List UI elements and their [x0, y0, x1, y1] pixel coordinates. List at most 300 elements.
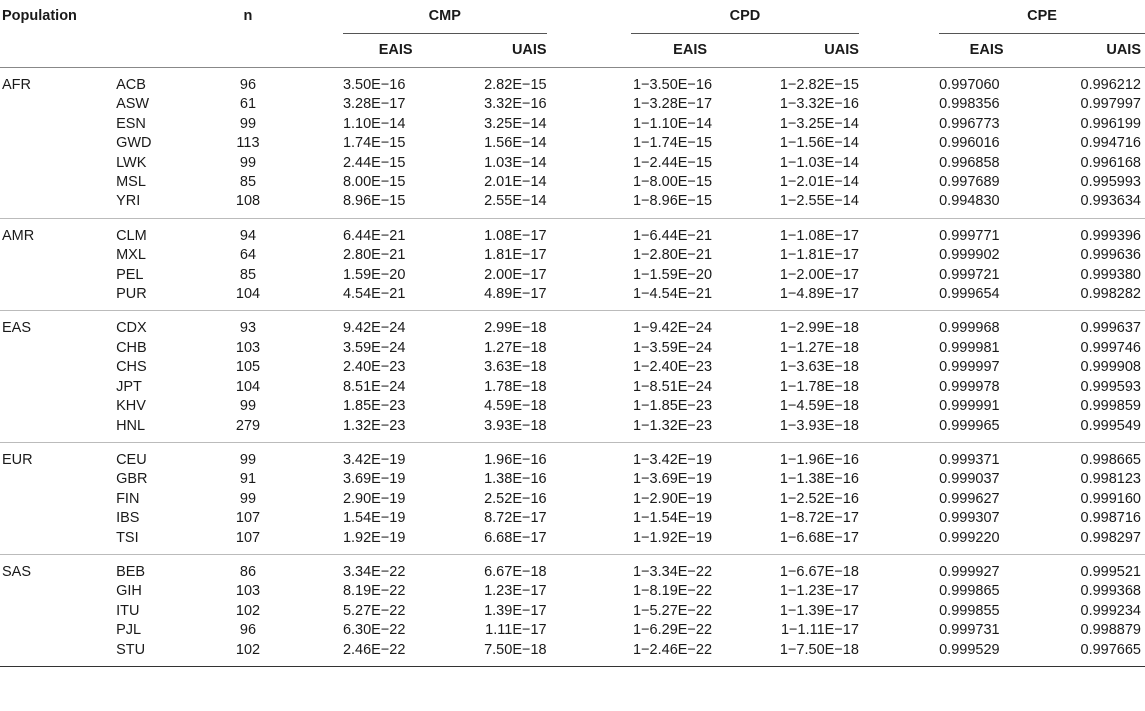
spacer-cell — [285, 417, 343, 443]
spacer-cell — [547, 442, 631, 470]
spacer-cell — [859, 529, 939, 555]
empty-cell — [0, 378, 116, 397]
cpe-uais-value: 0.998123 — [1080, 471, 1141, 488]
cpe-uais-value: 0.999396 — [1080, 227, 1141, 244]
cpd-uais-value: 1−2.52E−16 — [779, 490, 859, 507]
cpd-uais-value: 1−1.27E−18 — [779, 339, 859, 356]
spacer-cell — [547, 192, 631, 218]
population-code: ITU — [116, 602, 140, 619]
cpd-eais-value: 1−1.32E−23 — [633, 417, 713, 434]
spacer-cell — [859, 378, 939, 397]
spacer-cell — [547, 554, 631, 582]
cpd-uais-value: 1−4.89E−17 — [779, 286, 859, 303]
cmp-uais-value: 1.81E−17 — [484, 247, 547, 264]
spacer-cell — [547, 173, 631, 192]
sample-size: 113 — [236, 135, 260, 152]
cpe-uais-value: 0.997997 — [1080, 96, 1141, 113]
header-cpd-uais: UAIS — [749, 34, 859, 68]
population-code: ASW — [116, 96, 150, 113]
cpe-eais-value: 0.999991 — [939, 398, 1000, 415]
empty-cell — [0, 115, 116, 134]
spacer-cell — [859, 621, 939, 640]
sample-size: 61 — [239, 96, 257, 113]
cpe-uais-value: 0.999368 — [1080, 583, 1141, 600]
cpd-uais-value: 1−2.55E−14 — [779, 193, 859, 210]
population-code: TSI — [116, 529, 139, 546]
cmp-uais-value: 6.67E−18 — [484, 563, 547, 580]
group-amr — [0, 218, 1145, 311]
empty-cell — [0, 621, 116, 640]
sample-size: 104 — [235, 378, 261, 395]
table-row — [0, 339, 1145, 358]
spacer-cell — [285, 339, 343, 358]
population-code: GBR — [116, 471, 148, 488]
table-row — [0, 192, 1145, 218]
population-code: BEB — [116, 563, 146, 580]
spacer-cell — [547, 218, 631, 246]
cmp-uais-value: 2.82E−15 — [484, 77, 547, 93]
cmp-eais-value: 3.34E−22 — [342, 563, 406, 580]
spacer-cell — [859, 470, 939, 489]
cmp-eais-value: 1.92E−19 — [342, 529, 406, 546]
cpe-eais-value: 0.998356 — [939, 96, 1000, 113]
empty-cell — [0, 266, 116, 285]
cmp-uais-value: 1.08E−17 — [484, 227, 547, 244]
table-row — [0, 95, 1145, 114]
cmp-eais-value: 3.28E−17 — [342, 96, 406, 113]
cpd-eais-value: 1−5.27E−22 — [633, 602, 713, 619]
cpe-eais-value: 0.999654 — [939, 286, 1000, 303]
cpd-eais-value: 1−2.80E−21 — [633, 247, 713, 264]
cmp-eais-value: 3.42E−19 — [342, 451, 406, 468]
table-row — [0, 442, 1145, 470]
cpd-eais-value: 1−9.42E−24 — [633, 320, 713, 337]
spacer-cell — [859, 95, 939, 114]
spacer-cell — [859, 266, 939, 285]
cpe-eais-value: 0.994830 — [939, 193, 1000, 210]
empty-cell — [0, 173, 116, 192]
cmp-uais-value: 3.25E−14 — [484, 115, 547, 132]
spacer-cell — [859, 554, 939, 582]
spacer-cell — [859, 358, 939, 377]
cpe-uais-value: 0.999908 — [1080, 359, 1141, 376]
table-row — [0, 490, 1145, 509]
cpe-eais-value: 0.997060 — [939, 77, 1000, 93]
population-code: CEU — [116, 451, 147, 468]
table-header — [0, 0, 1145, 68]
cpe-uais-value: 0.999637 — [1080, 320, 1141, 337]
spacer-cell — [859, 442, 939, 470]
sample-size: 91 — [239, 471, 257, 488]
sample-size: 103 — [235, 583, 261, 600]
table-row — [0, 266, 1145, 285]
cmp-uais-value: 2.00E−17 — [484, 266, 547, 283]
sample-size: 85 — [239, 174, 257, 191]
cpe-eais-value: 0.999978 — [939, 378, 1000, 395]
spacer-cell — [547, 470, 631, 489]
cpd-uais-value: 1−6.68E−17 — [779, 529, 859, 546]
spacer-cell — [285, 621, 343, 640]
cpd-uais-value: 1−1.78E−18 — [779, 378, 859, 395]
cpe-uais-value: 0.999160 — [1080, 490, 1141, 507]
cpd-uais-value: 1−3.32E−16 — [779, 96, 859, 113]
spacer-cell — [859, 602, 939, 621]
spacer-cell — [285, 582, 343, 601]
cpe-uais-value: 0.995993 — [1080, 174, 1141, 191]
spacer-cell — [859, 218, 939, 246]
population-code: GIH — [116, 583, 142, 600]
empty-cell — [0, 582, 116, 601]
cpe-eais-value: 0.999371 — [939, 451, 1000, 468]
cpe-eais-value: 0.999731 — [939, 622, 1000, 639]
header-cpe: CPE — [1027, 7, 1057, 24]
table-row — [0, 246, 1145, 265]
cpd-uais-value: 1−1.38E−16 — [779, 471, 859, 488]
cpd-uais-value: 1−1.03E−14 — [779, 154, 859, 171]
cpd-uais-value: 1−1.11E−17 — [780, 622, 859, 639]
spacer-cell — [859, 134, 939, 153]
cpe-eais-value: 0.999855 — [939, 602, 1000, 619]
table-row — [0, 218, 1145, 246]
cmp-eais-value: 1.59E−20 — [342, 266, 406, 283]
cmp-uais-value: 4.59E−18 — [484, 398, 547, 415]
cpd-uais-value: 1−3.63E−18 — [779, 359, 859, 376]
cpe-eais-value: 0.999865 — [939, 583, 1000, 600]
empty-cell — [0, 192, 116, 218]
population-code: MSL — [116, 174, 146, 191]
table-row — [0, 602, 1145, 621]
cpe-eais-value: 0.999927 — [939, 563, 1000, 580]
cpd-eais-value: 1−2.44E−15 — [633, 154, 713, 171]
sample-size: 103 — [235, 339, 261, 356]
cmp-eais-value: 2.46E−22 — [342, 641, 406, 658]
spacer-cell — [285, 173, 343, 192]
cmp-eais-value: 1.10E−14 — [342, 115, 406, 132]
cpe-uais-value: 0.993634 — [1080, 193, 1141, 210]
group-sas — [0, 554, 1145, 666]
cpe-uais-value: 0.998297 — [1080, 529, 1141, 546]
cmp-eais-value: 2.90E−19 — [342, 490, 406, 507]
spacer-cell — [285, 95, 343, 114]
spacer-cell — [285, 68, 343, 96]
cmp-eais-value: 4.54E−21 — [342, 286, 406, 303]
cmp-eais-value: 1.32E−23 — [342, 417, 406, 434]
empty-cell — [0, 339, 116, 358]
cpe-uais-value: 0.997665 — [1080, 641, 1141, 658]
group-eas — [0, 311, 1145, 442]
population-code: YRI — [116, 193, 141, 210]
spacer-cell — [859, 641, 939, 667]
sample-size: 107 — [235, 510, 261, 527]
cpd-eais-value: 1−2.46E−22 — [633, 641, 713, 658]
cpd-eais-value: 1−1.59E−20 — [633, 266, 713, 283]
sample-size: 99 — [239, 490, 257, 507]
cpe-uais-value: 0.999521 — [1080, 563, 1141, 580]
cmp-eais-value: 8.00E−15 — [342, 174, 406, 191]
spacer-cell — [285, 554, 343, 582]
cmp-uais-value: 2.01E−14 — [484, 174, 547, 191]
population-code: ACB — [116, 77, 146, 93]
cpe-eais-value: 0.999529 — [939, 641, 1000, 658]
cpd-uais-value: 1−6.67E−18 — [779, 563, 859, 580]
cpe-uais-value: 0.999859 — [1080, 398, 1141, 415]
empty-cell — [0, 397, 116, 416]
empty-cell — [0, 470, 116, 489]
spacer-cell — [285, 490, 343, 509]
cmp-eais-value: 6.44E−21 — [342, 227, 406, 244]
cmp-uais-value: 8.72E−17 — [484, 510, 547, 527]
cpe-eais-value: 0.999965 — [939, 417, 1000, 434]
spacer-cell — [547, 582, 631, 601]
cpd-uais-value: 1−2.00E−17 — [779, 266, 859, 283]
cmp-uais-value: 1.27E−18 — [484, 339, 547, 356]
cpe-eais-value: 0.999721 — [939, 266, 1000, 283]
cmp-eais-value: 1.54E−19 — [342, 510, 406, 527]
spacer-cell — [285, 134, 343, 153]
population-code: CLM — [116, 227, 147, 244]
empty-cell — [0, 602, 116, 621]
sample-size: 99 — [239, 115, 257, 132]
cmp-eais-value: 3.69E−19 — [342, 471, 406, 488]
spacer-cell — [285, 285, 343, 311]
superpopulation-label: SAS — [2, 563, 32, 580]
header-cmp: CMP — [428, 7, 461, 24]
spacer-cell — [859, 115, 939, 134]
spacer-cell — [547, 358, 631, 377]
cpe-uais-value: 0.999593 — [1080, 378, 1141, 395]
cpe-eais-value: 0.999968 — [939, 320, 1000, 337]
cmp-eais-value: 1.74E−15 — [342, 135, 406, 152]
sample-size: 279 — [235, 417, 261, 434]
cpe-uais-value: 0.994716 — [1080, 135, 1141, 152]
cmp-eais-value: 9.42E−24 — [342, 320, 406, 337]
spacer-cell — [285, 115, 343, 134]
population-code: KHV — [116, 398, 146, 415]
cmp-eais-value: 8.51E−24 — [342, 378, 406, 395]
cpe-eais-value: 0.997689 — [939, 174, 1000, 191]
population-code: PEL — [116, 266, 144, 283]
cpd-eais-value: 1−1.92E−19 — [633, 529, 713, 546]
cpd-eais-value: 1−1.54E−19 — [633, 510, 713, 527]
cpe-uais-value: 0.996168 — [1080, 154, 1141, 171]
superpopulation-label: EUR — [2, 451, 33, 468]
cmp-eais-value: 8.19E−22 — [342, 583, 406, 600]
cmp-eais-value: 3.59E−24 — [342, 339, 406, 356]
spacer-cell — [547, 397, 631, 416]
spacer-cell — [285, 246, 343, 265]
spacer-cell — [285, 397, 343, 416]
spacer-cell — [859, 490, 939, 509]
table-row — [0, 509, 1145, 528]
spacer-cell — [285, 602, 343, 621]
sample-size: 93 — [239, 320, 257, 337]
spacer-cell — [285, 378, 343, 397]
cpd-eais-value: 1−3.34E−22 — [633, 563, 713, 580]
empty-cell — [0, 285, 116, 311]
table-row — [0, 397, 1145, 416]
cpd-eais-value: 1−2.40E−23 — [633, 359, 713, 376]
header-cmp-uais: UAIS — [448, 34, 546, 68]
cpe-uais-value: 0.998716 — [1080, 510, 1141, 527]
cpe-eais-value: 0.999307 — [939, 510, 1000, 527]
cpd-uais-value: 1−1.96E−16 — [779, 451, 859, 468]
population-code: MXL — [116, 247, 146, 264]
sample-size: 86 — [239, 563, 257, 580]
spacer-cell — [285, 266, 343, 285]
cmp-uais-value: 1.78E−18 — [484, 378, 547, 395]
population-code: ESN — [116, 115, 146, 132]
cpd-eais-value: 1−3.42E−19 — [633, 451, 713, 468]
cpd-eais-value: 1−6.29E−22 — [633, 622, 713, 639]
empty-cell — [0, 154, 116, 173]
table-row — [0, 470, 1145, 489]
spacer-cell — [547, 68, 631, 96]
spacer-cell — [859, 246, 939, 265]
spacer-cell — [547, 246, 631, 265]
spacer-cell — [547, 641, 631, 667]
empty-cell — [0, 134, 116, 153]
spacer-cell — [285, 154, 343, 173]
cmp-uais-value: 1.38E−16 — [484, 471, 547, 488]
cmp-uais-value: 1.56E−14 — [484, 135, 547, 152]
table-row — [0, 173, 1145, 192]
spacer-cell — [547, 602, 631, 621]
header-n: n — [243, 8, 253, 25]
spacer-cell — [859, 509, 939, 528]
spacer-cell — [859, 339, 939, 358]
spacer-cell — [859, 173, 939, 192]
cpe-eais-value: 0.996016 — [939, 135, 1000, 152]
table-row — [0, 285, 1145, 311]
spacer-cell — [547, 529, 631, 555]
spacer-cell — [547, 115, 631, 134]
sample-size: 99 — [239, 451, 257, 468]
spacer-cell — [859, 311, 939, 339]
sample-size: 96 — [239, 77, 257, 93]
cmp-uais-value: 1.39E−17 — [484, 602, 547, 619]
cmp-uais-value: 7.50E−18 — [484, 641, 547, 658]
spacer-cell — [285, 509, 343, 528]
cmp-uais-value: 1.03E−14 — [484, 154, 547, 171]
sample-size: 94 — [239, 227, 257, 244]
spacer-cell — [547, 417, 631, 443]
superpopulation-label: EAS — [2, 320, 32, 337]
population-code: PJL — [116, 622, 142, 639]
spacer-cell — [285, 311, 343, 339]
superpopulation-label: AFR — [2, 77, 31, 93]
cpd-uais-value: 1−2.01E−14 — [779, 174, 859, 191]
cpd-uais-value: 1−2.82E−15 — [779, 77, 859, 93]
cpe-uais-value: 0.999234 — [1080, 602, 1141, 619]
cpe-uais-value: 0.999746 — [1080, 339, 1141, 356]
cpe-eais-value: 0.999771 — [939, 227, 1000, 244]
sample-size: 108 — [235, 193, 261, 210]
cpd-uais-value: 1−1.81E−17 — [779, 247, 859, 264]
spacer-cell — [547, 339, 631, 358]
cpd-eais-value: 1−1.74E−15 — [633, 135, 713, 152]
cpd-uais-value: 1−1.56E−14 — [779, 135, 859, 152]
spacer-cell — [859, 154, 939, 173]
spacer-cell — [547, 621, 631, 640]
cpd-eais-value: 1−8.19E−22 — [633, 583, 713, 600]
spacer-cell — [859, 582, 939, 601]
cpe-uais-value: 0.998282 — [1080, 286, 1141, 303]
cpe-eais-value: 0.999902 — [939, 247, 1000, 264]
spacer-cell — [285, 192, 343, 218]
cmp-eais-value: 8.96E−15 — [342, 193, 406, 210]
population-code: PUR — [116, 286, 147, 303]
cpe-uais-value: 0.999380 — [1080, 266, 1141, 283]
cpd-eais-value: 1−6.44E−21 — [633, 227, 713, 244]
cpe-eais-value: 0.999997 — [939, 359, 1000, 376]
sample-size: 85 — [239, 266, 257, 283]
cmp-uais-value: 2.52E−16 — [484, 490, 547, 507]
cpe-uais-value: 0.999636 — [1080, 247, 1141, 264]
population-code: CHS — [116, 359, 147, 376]
cpe-uais-value: 0.998879 — [1080, 622, 1141, 639]
cmp-eais-value: 3.50E−16 — [342, 77, 406, 93]
spacer-cell — [547, 311, 631, 339]
cpd-uais-value: 1−3.93E−18 — [779, 417, 859, 434]
cmp-uais-value: 1.11E−17 — [485, 622, 547, 639]
cpe-eais-value: 0.996858 — [939, 154, 1000, 171]
cpd-eais-value: 1−3.69E−19 — [633, 471, 713, 488]
cpe-eais-value: 0.999220 — [939, 529, 1000, 546]
superpopulation-label: AMR — [2, 227, 35, 244]
table-row — [0, 154, 1145, 173]
cpe-uais-value: 0.996199 — [1080, 115, 1141, 132]
cpd-eais-value: 1−8.96E−15 — [633, 193, 713, 210]
sample-size: 96 — [239, 622, 257, 639]
spacer-cell — [547, 154, 631, 173]
empty-cell — [0, 641, 116, 667]
empty-cell — [0, 95, 116, 114]
sample-size: 105 — [235, 359, 261, 376]
cpe-uais-value: 0.998665 — [1080, 451, 1141, 468]
table-row — [0, 68, 1145, 96]
spacer-cell — [285, 218, 343, 246]
empty-cell — [0, 358, 116, 377]
spacer-cell — [859, 68, 939, 96]
sample-size: 102 — [235, 602, 261, 619]
table-row — [0, 417, 1145, 443]
empty-cell — [0, 246, 116, 265]
cmp-uais-value: 3.93E−18 — [484, 417, 547, 434]
cpd-eais-value: 1−4.54E−21 — [633, 286, 713, 303]
cmp-eais-value: 2.80E−21 — [342, 247, 406, 264]
spacer-cell — [859, 192, 939, 218]
sample-size: 102 — [235, 641, 261, 658]
empty-cell — [0, 509, 116, 528]
population-code: GWD — [116, 135, 152, 152]
table-row — [0, 115, 1145, 134]
spacer-cell — [285, 470, 343, 489]
spacer-cell — [547, 490, 631, 509]
sample-size: 64 — [239, 247, 257, 264]
spacer-cell — [859, 397, 939, 416]
cmp-uais-value: 6.68E−17 — [484, 529, 547, 546]
cmp-uais-value: 4.89E−17 — [484, 286, 547, 303]
spacer-cell — [547, 509, 631, 528]
cpe-eais-value: 0.996773 — [939, 115, 1000, 132]
group-eur — [0, 442, 1145, 554]
cmp-eais-value: 1.85E−23 — [342, 398, 406, 415]
cpd-uais-value: 1−1.08E−17 — [779, 227, 859, 244]
cmp-eais-value: 2.44E−15 — [342, 154, 406, 171]
population-code: HNL — [116, 417, 146, 434]
cpd-uais-value: 1−8.72E−17 — [779, 510, 859, 527]
cpd-uais-value: 1−2.99E−18 — [779, 320, 859, 337]
